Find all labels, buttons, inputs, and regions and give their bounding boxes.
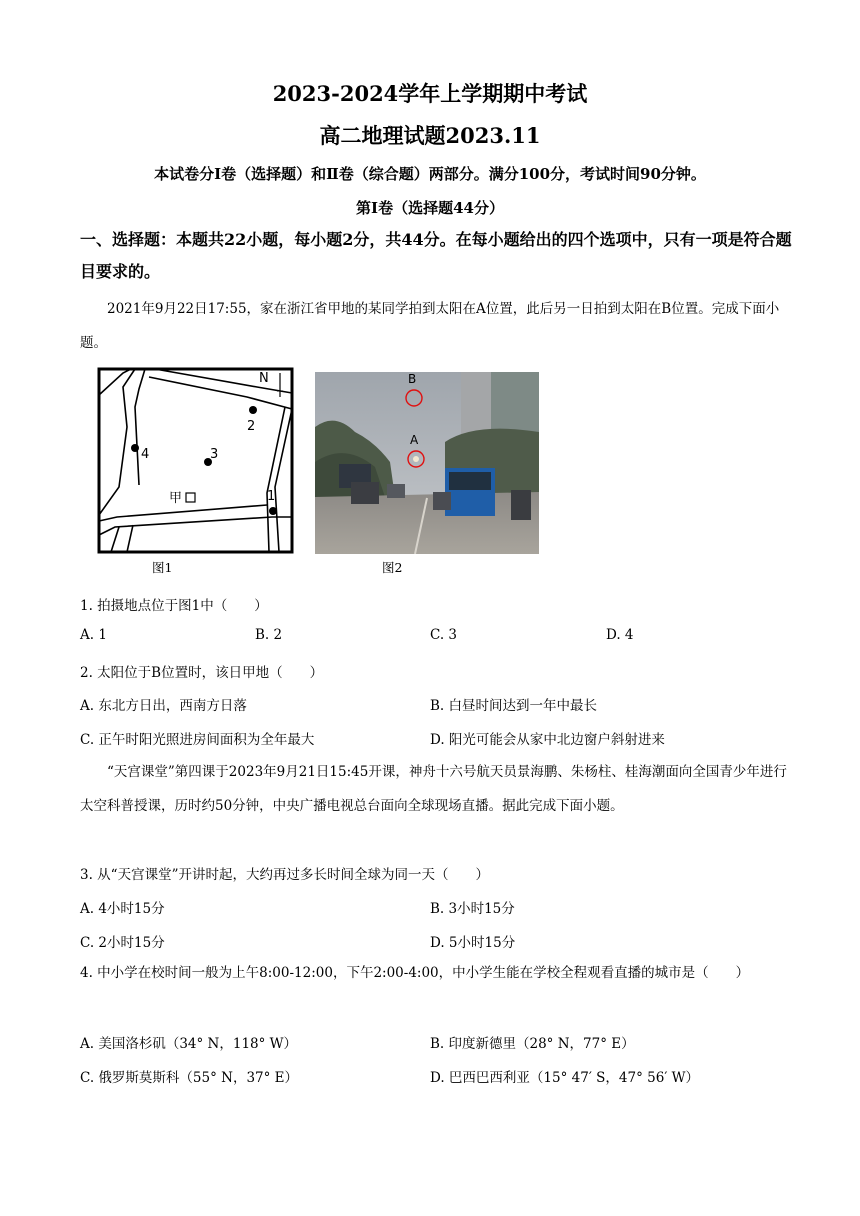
question-3-option-a[interactable]: A. 4小时15分	[80, 901, 165, 917]
north-label: N	[259, 371, 269, 386]
passage-2: “天宫课堂”第四课于2023年9月21日15:45开课，神舟十六号航天员景海鹏、朱杨柱、桂海潮面向全国青少年进行太空科普授课，历时约50分钟，中央广播电视总台面向全球现场直播。据此完成下面小题。	[80, 764, 787, 814]
question-4-option-a[interactable]: A. 美国洛杉矶（34° N，118° W）	[80, 1036, 298, 1052]
question-1-option-a[interactable]: A. 1	[80, 627, 107, 643]
figure-2-caption: 图2	[382, 560, 403, 575]
question-4-option-d[interactable]: D. 巴西巴西利亚（15° 47′ S，47° 56′ W）	[430, 1070, 700, 1086]
figure-1-map	[97, 367, 294, 554]
question-2-stem: 2. 太阳位于B位置时，该日甲地（ ）	[80, 665, 324, 681]
question-2-option-b[interactable]: B. 白昼时间达到一年中最长	[430, 698, 598, 714]
label-a: A	[410, 433, 419, 447]
label-b: B	[408, 372, 417, 386]
map-point-4	[131, 444, 139, 452]
question-1-option-d[interactable]: D. 4	[606, 627, 634, 643]
question-4-option-b[interactable]: B. 印度新德里（28° N，77° E）	[430, 1036, 635, 1052]
question-3-stem: 3. 从“天宫课堂”开讲时起，大约再过多长时间全球为同一天（ ）	[80, 867, 489, 883]
question-4-option-c[interactable]: C. 俄罗斯莫斯科（55° N，37° E）	[80, 1070, 299, 1086]
map-point-1	[269, 507, 277, 515]
place-marker	[186, 493, 195, 502]
question-1-option-c[interactable]: C. 3	[430, 627, 458, 643]
point-label-4: 4	[141, 447, 150, 462]
exam-instructions: 本试卷分Ⅰ卷（选择题）和Ⅱ卷（综合题）两部分。满分100分，考试时间90分钟。	[154, 165, 706, 183]
question-3-option-c[interactable]: C. 2小时15分	[80, 935, 165, 951]
question-3-option-b[interactable]: B. 3小时15分	[430, 901, 515, 917]
map-point-2	[249, 406, 257, 414]
figure-1-caption: 图1	[152, 560, 173, 575]
figure-2-photo	[315, 372, 539, 554]
section-heading: 一、选择题：本题共22小题，每小题2分，共44分。在每小题给出的四个选项中，只有一项是符合题目要求的。	[80, 230, 792, 281]
exam-title: 2023-2024学年上学期期中考试	[272, 81, 588, 106]
point-label-2: 2	[247, 419, 256, 434]
question-1-option-b[interactable]: B. 2	[255, 627, 283, 643]
place-label: 甲	[169, 491, 183, 506]
question-1-stem: 1. 拍摄地点位于图1中（ ）	[80, 598, 268, 614]
part-heading: 第Ⅰ卷（选择题44分）	[356, 199, 504, 217]
passage-1: 2021年9月22日17:55，家在浙江省甲地的某同学拍到太阳在A位置，此后另一日拍到太阳在B位置。完成下面小题。	[80, 301, 780, 351]
point-label-3: 3	[210, 447, 219, 462]
question-3-option-d[interactable]: D. 5小时15分	[430, 935, 516, 951]
question-4-stem: 4. 中小学在校时间一般为上午8:00-12:00，下午2:00-4:00，中小学生能在学校全程观看直播的城市是（ ）	[80, 965, 750, 981]
question-2-option-d[interactable]: D. 阳光可能会从家中北边窗户斜射进来	[430, 732, 665, 748]
point-label-1: 1	[267, 489, 276, 504]
question-2-option-c[interactable]: C. 正午时阳光照进房间面积为全年最大	[80, 732, 315, 748]
question-2-option-a[interactable]: A. 东北方日出，西南方日落	[80, 698, 247, 714]
exam-subtitle: 高二地理试题2023.11	[319, 123, 541, 148]
